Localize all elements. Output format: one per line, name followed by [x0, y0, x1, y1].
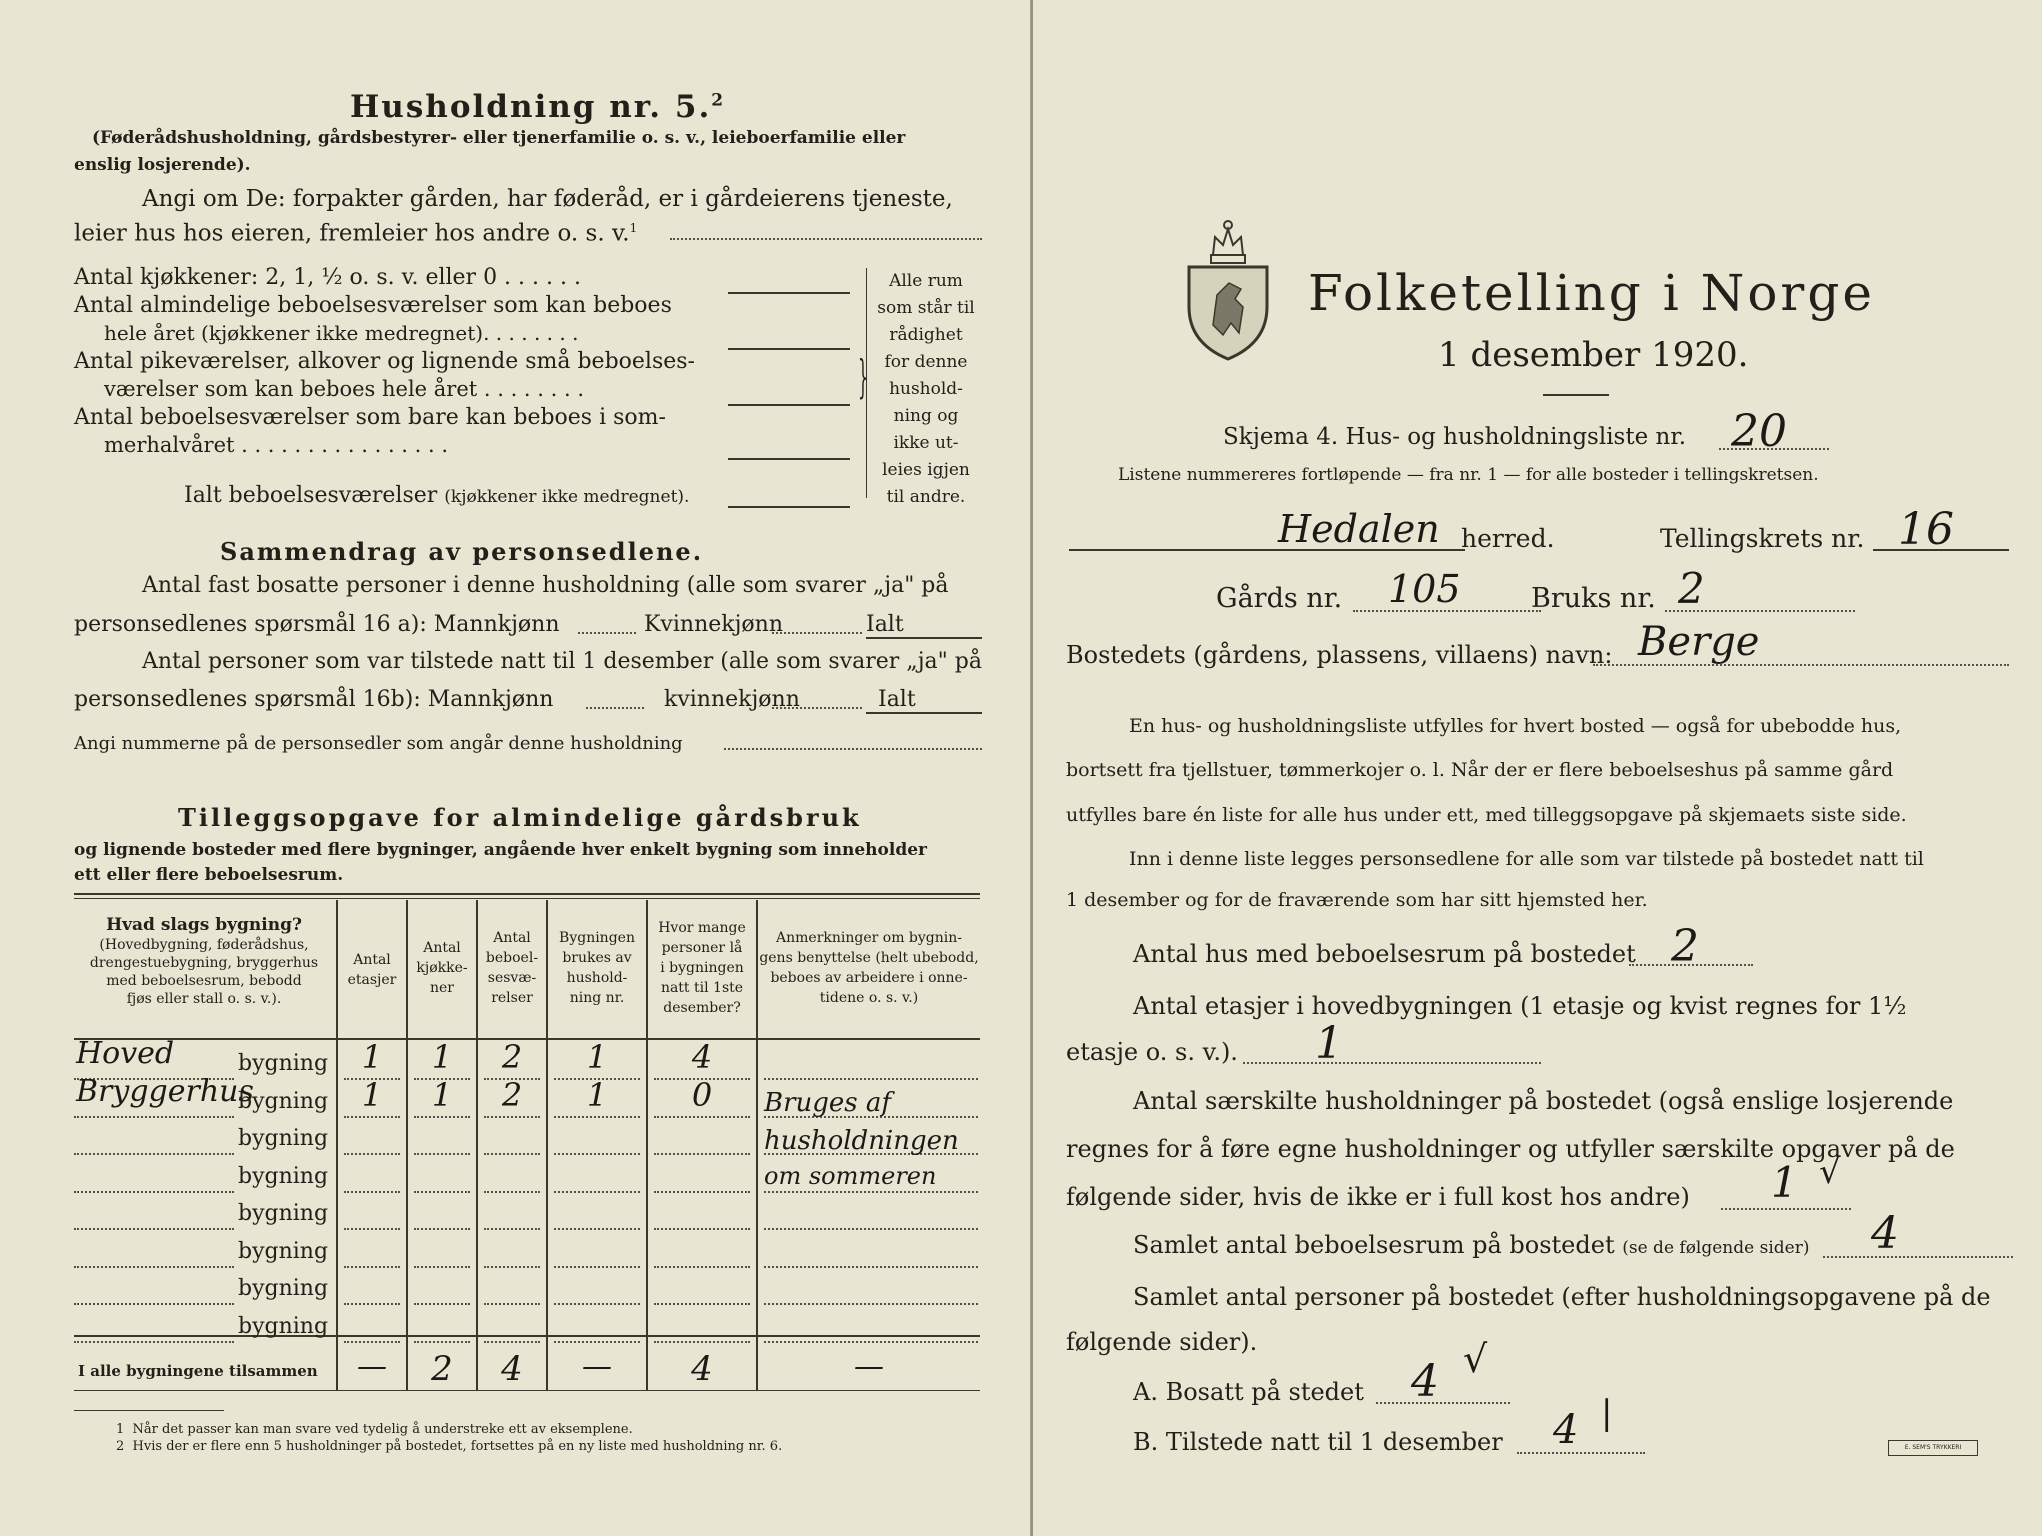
footnote-2: 2 Hvis der er flere enn 5 husholdninger på bostedet, fortsettes på en ny liste med husholdning nr. 6. [116, 1439, 783, 1454]
cell-line [414, 1153, 470, 1155]
cell-line [654, 1228, 750, 1230]
bosatt-label: A. Bosatt på stedet [1133, 1378, 1364, 1406]
samlet-personer-line2: følgende sider). [1066, 1328, 1258, 1356]
remark-line [764, 1228, 978, 1230]
household-intro-line1: (Føderådshusholdning, gårdsbestyrer- eller tjenerfamilie o. s. v., leieboerfamilie eller [92, 128, 906, 148]
col-header-anmerkninger: Anmerkninger om bygnin- gens benyttelse (helt ubebodd, beboes av arbeidere i onne- tidene o. s. v.) [759, 930, 979, 1006]
total-husholdning: — [582, 1349, 612, 1384]
tilstede-line [1517, 1452, 1645, 1454]
bruks-value: 2 [1678, 564, 1705, 613]
cell-line [484, 1116, 540, 1118]
rooms-line-2: Antal almindelige beboelsesværelser som kan beboes [74, 293, 672, 318]
table-body-rule [74, 1335, 980, 1337]
herred-value: Hedalen [1278, 507, 1440, 551]
bygning-label: bygning [238, 1201, 329, 1226]
cell-personer: 4 [691, 1038, 713, 1076]
cell-line [344, 1266, 400, 1268]
cell-line [484, 1191, 540, 1193]
s1-mann-answer [578, 632, 636, 634]
bosatt-check-icon: √ [1463, 1337, 1488, 1381]
household-title: Husholdning nr. 5.$^2$ [350, 89, 726, 125]
saerskilte-line1: Antal særskilte husholdninger på bostedet (også enslige losjerende [1133, 1087, 1954, 1115]
cell-husholdning: 1 [586, 1038, 608, 1076]
samlet-rum-value: 4 [1871, 1208, 1899, 1259]
cell-line [654, 1303, 750, 1305]
bruks-label: Bruks nr. [1531, 583, 1656, 614]
cell-line [484, 1228, 540, 1230]
type-line [74, 1266, 234, 1268]
angi-line2: leier hus hos eieren, fremleier hos andre o. s. v.$^1$ [74, 220, 638, 247]
tilstede-value: 4 [1553, 1407, 1579, 1453]
cell-line [554, 1153, 640, 1155]
saerskilte-line2: regnes for å føre egne husholdninger og utfyller særskilte opgaver på de [1066, 1135, 1955, 1163]
tellingskrets-value: 16 [1898, 504, 1954, 555]
rooms-line-7: merhalvåret . . . . . . . . . . . . . . . . [104, 433, 449, 457]
gards-label: Gårds nr. [1216, 583, 1343, 614]
cell-line [344, 1228, 400, 1230]
s1-kvinne-answer [772, 632, 862, 634]
rooms-line-6: Antal beboelsesværelser som bare kan beboes i som- [74, 405, 666, 430]
s2-kvinne-answer [772, 707, 862, 709]
cell-line [344, 1116, 400, 1118]
tillegg-line2: ett eller flere beboelsesrum. [74, 865, 344, 885]
side-brace: } [858, 350, 869, 403]
angi-nummerne-answer [724, 748, 982, 750]
remark-line [764, 1303, 978, 1305]
cell-line [414, 1266, 470, 1268]
rooms-answer-2 [728, 348, 850, 350]
remark-line [764, 1266, 978, 1268]
remark-line [764, 1191, 978, 1193]
tilstede-check-icon: | [1601, 1393, 1613, 1433]
cell-line [344, 1153, 400, 1155]
cell-vaerelser: 2 [501, 1075, 523, 1114]
type-line [74, 1191, 234, 1193]
sammendrag-line2: personsedlenes spørsmål 16 a): Mannkjønn [74, 612, 560, 637]
census-title: Folketelling i Norge [1308, 264, 1875, 322]
col-header-vaerelser: Antal beboel- sesvæ- relser [485, 930, 539, 1006]
cell-line [414, 1228, 470, 1230]
bosatt-line [1376, 1402, 1510, 1404]
saerskilte-value: 1 [1771, 1158, 1798, 1207]
remark-line-3: om sommeren [764, 1162, 937, 1190]
total-label: I alle bygningene tilsammen [78, 1362, 318, 1380]
cell-line [484, 1153, 540, 1155]
remark-line-1: Bruges af [764, 1088, 892, 1118]
tillegg-line1: og lignende bosteder med flere bygninger, angående hver enkelt bygning som inneholder [74, 840, 927, 860]
total-vaerelser: 4 [501, 1349, 523, 1389]
census-date: 1 desember 1920. [1438, 335, 1749, 375]
rooms-line-5: værelser som kan beboes hele året . . . . . . . . [104, 377, 584, 401]
total-etasjer: — [357, 1349, 387, 1384]
cell-line [654, 1116, 750, 1118]
rooms-line-4: Antal pikeværelser, alkover og lignende små beboelses- [74, 349, 695, 374]
bygning-label: bygning [238, 1126, 329, 1151]
rooms-line-1: Antal kjøkkener: 2, 1, ½ o. s. v. eller 0 . . . . . . [74, 265, 581, 290]
table-header-rule [74, 1038, 980, 1040]
footnote-1: 1 Når det passer kan man svare ved tydelig å understreke ett av eksemplene. [116, 1422, 633, 1437]
skjema-nr-value: 20 [1731, 406, 1787, 457]
hus-value: 2 [1671, 921, 1699, 972]
cell-kjokkener: 1 [431, 1038, 453, 1076]
title-rule [1543, 394, 1609, 396]
cell-husholdning: 1 [586, 1075, 608, 1114]
cell-line [344, 1303, 400, 1305]
cell-line [414, 1303, 470, 1305]
type-line [74, 1341, 234, 1343]
cell-line [654, 1191, 750, 1193]
printer-stamp: E. SEM'S TRYKKERI [1888, 1440, 1978, 1456]
samlet-rum-label: Samlet antal beboelsesrum på bostedet (se de følgende sider) [1133, 1231, 1810, 1259]
instruction-line1: En hus- og husholdningsliste utfylles for hvert bosted — også for ubebodde hus, [1129, 715, 1902, 737]
tellingskrets-label: Tellingskrets nr. [1660, 524, 1865, 553]
ialt-rooms-answer [728, 506, 850, 508]
s1-ialt-label: Ialt [866, 612, 904, 637]
side-brace-line [866, 268, 867, 498]
rooms-line-3: hele året (kjøkkener ikke medregnet). . . . . . . . [104, 321, 579, 345]
cell-line [414, 1191, 470, 1193]
cell-line [654, 1153, 750, 1155]
herred-label: herred. [1461, 524, 1555, 553]
cell-line [554, 1341, 640, 1343]
remark-line-2: husholdningen [764, 1126, 959, 1156]
instruction-line2: bortsett fra tjellstuer, tømmerkojer o. l. Når der er flere beboelseshus på samme gård [1066, 759, 1894, 781]
type-line [74, 1228, 234, 1230]
skjema-label: Skjema 4. Hus- og husholdningsliste nr. [1223, 424, 1687, 450]
building-type: Bryggerhus [76, 1073, 254, 1109]
cell-line [654, 1266, 750, 1268]
bosatt-value: 4 [1411, 1356, 1439, 1407]
gards-value: 105 [1388, 567, 1461, 611]
ialt-rooms-label: Ialt beboelsesværelser (kjøkkener ikke medregnet). [184, 483, 690, 508]
cell-line [654, 1341, 750, 1343]
col-header-kjokkener: Antal kjøkke- ner [416, 940, 468, 996]
household-intro-line2: enslig losjerende). [74, 155, 251, 175]
cell-personer: 0 [691, 1075, 713, 1114]
listene-note: Listene nummereres fortløpende — fra nr. 1 — for alle bosteder i tellingskretsen. [1118, 465, 1819, 485]
col-header-etasjer: Antal etasjer [347, 952, 397, 988]
instruction-line4: Inn i denne liste legges personsedlene for alle som var tilstede på bostedet natt til [1129, 848, 1924, 870]
rooms-answer-4 [728, 458, 850, 460]
cell-line [344, 1341, 400, 1343]
footnote-rule [74, 1410, 224, 1411]
etasjer-label-1: Antal etasjer i hovedbygningen (1 etasje og kvist regnes for 1½ [1133, 992, 1907, 1020]
sammendrag-heading: Sammendrag av personsedlene. [220, 537, 704, 566]
etasjer-line [1243, 1062, 1541, 1064]
bygning-label: bygning [238, 1163, 329, 1189]
cell-vaerelser: 2 [501, 1038, 523, 1076]
samlet-personer-line1: Samlet antal personer på bostedet (efter husholdningsopgavene på de [1133, 1283, 1991, 1311]
sammendrag-line1: Antal fast bosatte personer i denne husholdning (alle som svarer „ja" på [142, 573, 949, 598]
cell-line [554, 1228, 640, 1230]
angi-line1: Angi om De: forpakter gården, har føderåd, er i gårdeierens tjeneste, [142, 186, 953, 212]
bygning-label: bygning [238, 1051, 329, 1076]
cell-line [414, 1116, 470, 1118]
saerskilte-line [1721, 1208, 1851, 1210]
cell-etasjer: 1 [361, 1038, 383, 1076]
remark-line [764, 1078, 978, 1080]
bygning-label: bygning [238, 1088, 329, 1114]
s2-kvinne-label: kvinnekjønn [664, 687, 800, 712]
sammendrag-line4: personsedlenes spørsmål 16b): Mannkjønn [74, 687, 554, 712]
check-mark-icon: √ [1819, 1152, 1841, 1192]
cell-line [484, 1266, 540, 1268]
type-line [74, 1153, 234, 1155]
cell-line [484, 1341, 540, 1343]
table-top-rule-2 [74, 898, 980, 899]
cell-line [554, 1116, 640, 1118]
s1-ialt-answer [866, 637, 982, 639]
etasjer-label-2: etasje o. s. v.). [1066, 1038, 1238, 1066]
cell-line [554, 1191, 640, 1193]
bygning-label: bygning [238, 1238, 329, 1264]
cell-etasjer: 1 [361, 1075, 383, 1114]
saerskilte-line3: følgende sider, hvis de ikke er i full kost hos andre) [1066, 1183, 1690, 1211]
s2-ialt-label: Ialt [878, 687, 916, 712]
table-top-rule [74, 893, 980, 895]
right-page [1033, 0, 2042, 1536]
cell-line [344, 1191, 400, 1193]
bosted-value: Berge [1638, 619, 1760, 665]
bygning-label: bygning [238, 1313, 329, 1339]
s1-kvinne-label: Kvinnekjønn [644, 612, 783, 637]
cell-line [414, 1341, 470, 1343]
rooms-answer-3 [728, 404, 850, 406]
table-bottom-rule [74, 1390, 980, 1391]
hus-label: Antal hus med beboelsesrum på bostedet [1133, 940, 1636, 968]
s2-ialt-answer [866, 712, 982, 714]
col-header-type: Hvad slags bygning? (Hovedbygning, føderådshus, drengestuebygning, bryggerhus med beboelsesrum, bebodd fjøs eller stall o. s. v.). [89, 915, 319, 1007]
bosted-label: Bostedets (gårdens, plassens, villaens) navn: [1066, 641, 1613, 669]
side-note: Alle rum som står til rådighet for denne hushold- ning og ikke ut- leies igjen til andre. [877, 271, 975, 507]
etasjer-value: 1 [1315, 1018, 1343, 1069]
total-kjokkener: 2 [431, 1349, 453, 1389]
angi-nummerne: Angi nummerne på de personsedler som angår denne husholdning [74, 733, 683, 754]
total-anmerkninger: — [854, 1349, 884, 1384]
type-line [74, 1116, 234, 1118]
samlet-rum-line [1823, 1256, 2013, 1258]
bygning-label: bygning [238, 1276, 329, 1301]
s2-mann-answer [586, 707, 644, 709]
col-header-husholdning: Bygningen brukes av hushold- ning nr. [559, 930, 635, 1006]
sammendrag-line3: Antal personer som var tilstede natt til 1 desember (alle som svarer „ja" på [142, 649, 982, 674]
col-header-personer: Hvor mange personer lå i bygningen natt til 1ste desember? [658, 920, 746, 1016]
cell-line [484, 1303, 540, 1305]
cell-kjokkener: 1 [431, 1075, 453, 1114]
instruction-line5: 1 desember og for de fraværende som har sitt hjemsted her. [1066, 889, 1648, 911]
instruction-line3: utfylles bare én liste for alle hus under ett, med tilleggsopgave på skjemaets siste side. [1066, 804, 1907, 826]
angi-answer-line [670, 238, 982, 240]
type-line [74, 1303, 234, 1305]
total-personer: 4 [691, 1349, 713, 1389]
tillegg-heading: Tilleggsopgave for almindelige gårdsbruk [178, 803, 862, 832]
tilstede-label: B. Tilstede natt til 1 desember [1133, 1428, 1503, 1456]
remark-line [764, 1341, 978, 1343]
cell-line [554, 1266, 640, 1268]
building-type: Hoved [76, 1036, 175, 1071]
cell-line [554, 1303, 640, 1305]
rooms-answer-1 [728, 292, 850, 294]
coat-of-arms-icon [1183, 215, 1273, 363]
